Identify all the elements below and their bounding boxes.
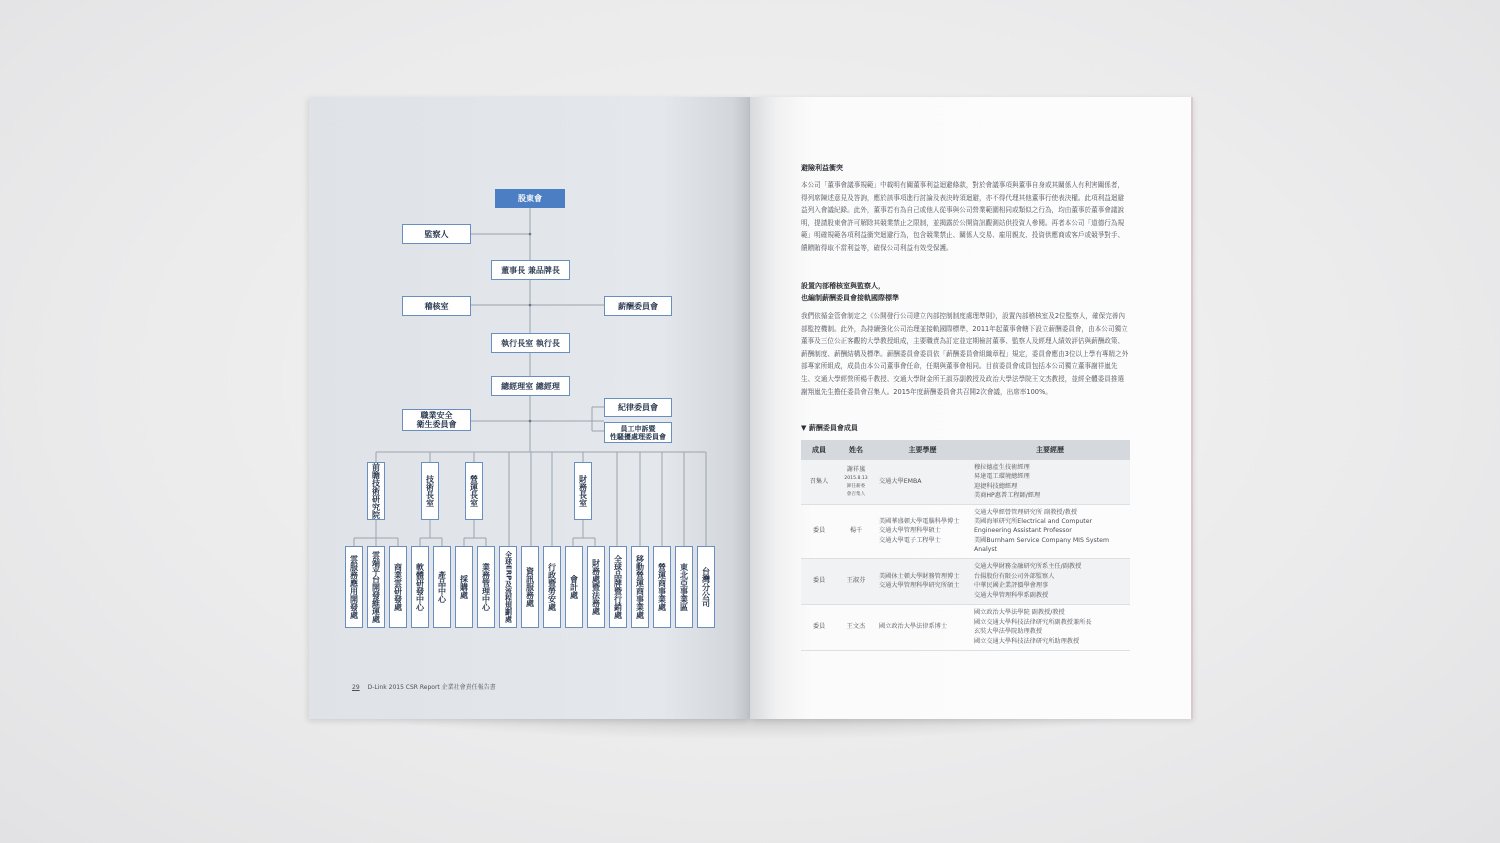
org-unit-box: 財務處暨法務處 (587, 546, 605, 628)
education-cell: 美國華盛頓大學電腦科學博士 交通大學管理科學碩士 交通大學電子工程學士 (875, 504, 970, 558)
table-title: ▼ 薪酬委員會成員 (801, 424, 858, 432)
section-heading-audit-a: 設置內部稽核室與監察人， (801, 282, 885, 290)
audit-office-box: 稽核室 (402, 296, 471, 316)
org-unit-box: 移動營運商事業處 (631, 546, 649, 628)
discipline-committee-box: 紀律委員會 (604, 398, 672, 417)
paragraph-conflict: 本公司「董事會議事規範」中載明有關董事利益迴避條款，對於會議事項與董事自身或其關係人有利害關係者，得列席陳述意見及答詢，應於該事項進行討論及表決時須迴避，亦不得代理其他董事行使表決權。此項利益迴避益列入會議紀錄。此外，董事若有為自己或他人從事與公司營業範圍相同或類似之行為，均由董事於董事會議說明，提請股東會許可解除其競業禁止之限制，並揭露於公開資訊觀測站供投資人參閱。再者本公司「道德行為規範」明確規範各項利益衝突迴避行為，包含競業禁止、關係人交易、雇用親友、投資供應商或客戶或競爭對手、饋贈賄得取不當利益等，確保公司利益有效受保護。 (801, 181, 1125, 252)
column-header: 主要學歷 (875, 440, 970, 460)
org-unit-box: 商業雲研發處 (389, 546, 407, 628)
org-unit-box: 軟體研發中心 (411, 546, 429, 628)
org-unit-box: 會計處 (565, 546, 583, 628)
name-cell: 楊千 (837, 504, 875, 558)
column-header: 姓名 (837, 440, 875, 460)
experience-cell: 穆拉德產生技術經理 昇達電工環境總經理 迎捷科技總經理 美商HP惠普工程師/經理 (970, 460, 1130, 504)
org-unit-box: 全球ERP及流程規劃處 (499, 546, 517, 628)
org-unit-box: 台灣分公司 (697, 546, 715, 628)
column-header: 主要經歷 (970, 440, 1130, 460)
education-cell: 美國休士頓大學財務管理博士 交通大學管理科學研究所碩士 (875, 558, 970, 604)
org-unit-box: 全球品牌暨行銷處 (609, 546, 627, 628)
role-cell: 委員 (801, 504, 837, 558)
section-heading-audit-b: 也編制薪酬委員會接軌國際標準 (801, 294, 899, 302)
org-unit-box: 前瞻技術研究院 (367, 462, 385, 520)
org-unit-box: 營運商事業處 (653, 546, 671, 628)
role-cell: 委員 (801, 558, 837, 604)
compensation-committee-box: 薪酬委員會 (604, 296, 672, 316)
column-header: 成員 (801, 440, 837, 460)
org-unit-box: 採購處 (455, 546, 473, 628)
table-row (801, 504, 1130, 558)
table-row (801, 604, 1130, 650)
org-unit-box: 業務管理中心 (477, 546, 495, 628)
org-unit-box: 財務長室 (574, 462, 592, 520)
org-unit-box: 技術長室 (421, 462, 439, 520)
education-cell: 交通大學EMBA (875, 460, 970, 504)
section-heading-conflict: 避險利益衝突 (801, 164, 843, 172)
table-header-row (801, 440, 1130, 460)
grievance-committee-box: 員工申訴暨 性騷擾處理委員會 (604, 422, 672, 443)
table-row (801, 460, 1130, 504)
member-name-note: 2015.8.13 卸任薪委 會召集人 (844, 475, 868, 497)
compensation-committee-table (801, 440, 1130, 651)
role-cell: 召集人 (801, 460, 837, 504)
chairman-box: 董事長 兼品牌長 (491, 260, 570, 280)
supervisor-box: 監察人 (402, 224, 471, 244)
name-cell: 王淑芬 (837, 558, 875, 604)
name-cell (837, 460, 875, 504)
name-cell: 王文杰 (837, 604, 875, 650)
org-unit-box: 資訊服務處 (521, 546, 539, 628)
shareholders-box: 股東會 (495, 189, 565, 208)
member-name: 謝祥嵐 (846, 466, 866, 474)
role-cell: 委員 (801, 604, 837, 650)
education-cell: 國立政治大學法律系博士 (875, 604, 970, 650)
executive-office-box: 執行長室 執行長 (491, 333, 570, 353)
paragraph-audit: 我們依循金管會制定之《公開發行公司建立內部控制制度處理準則》，設置內部稽核室及2位監察人，確保完善內部監控機制。此外，為持續強化公司治理並接軌國際標準，2011年起董事會轄下設立薪酬委員會，由本公司獨立董事及三位公正客觀的大學教授組成，主要職責為訂定並定期檢討董事、監察人及經理人績效評估與薪酬政策、薪酬制度、薪酬結構及標準。薪酬委員會委員依「薪酬委員會組織章程」規定，委員會應由3位以上學有專精之外部專家所組成，成員由本公司董事會任命，任期與董事會相同。目前委員會成員包括本公司獨立董事謝祥嵐先生、交通大學經營所楊千教授、交通大學財金所王淑芬副教授及政治大學法學院王文杰教授，並經全體委員推選謝翔嵐先生擔任委員會召集人。2015年度薪酬委員會共召開2次會議，出席率100%。 (801, 312, 1129, 396)
report-title: D-Link 2015 CSR Report 企業社會責任報告書 (367, 684, 496, 691)
org-unit-box: 東北亞事業區 (675, 546, 693, 628)
org-unit-box: 產品中心 (433, 546, 451, 628)
experience-cell: 交通大學財務金融研究所系主任/副教授 台揚股份有限公司外部監察人 中華民國企業評價學會理事 交通大學管理科學系副教授 (970, 558, 1130, 604)
page-footer (352, 682, 496, 691)
experience-cell: 國立政治大學法學院 副教授/教授 國立交通大學科技法律研究所副教授兼所長 玄奘大學法學院助理教授 國立交通大學科技法律研究所助理教授 (970, 604, 1130, 650)
org-unit-box: 行政暨勞安處 (543, 546, 561, 628)
table-row (801, 558, 1130, 604)
page-number: 29 (352, 684, 360, 691)
org-unit-box: 雲服務應用開發處 (345, 546, 363, 628)
org-unit-box: 營運長室 (465, 462, 483, 520)
safety-committee-box: 職業安全 衛生委員會 (402, 409, 471, 431)
general-manager-box: 總經理室 總經理 (491, 376, 570, 396)
experience-cell: 交通大學經營管理研究所 副教授/教授 美國海軍研究所Electrical and Computer Engineering Assistant Professor 美國Burnham Service Company MIS System Analyst (970, 504, 1130, 558)
org-unit-box: 雲端平台開發維運處 (367, 546, 385, 628)
